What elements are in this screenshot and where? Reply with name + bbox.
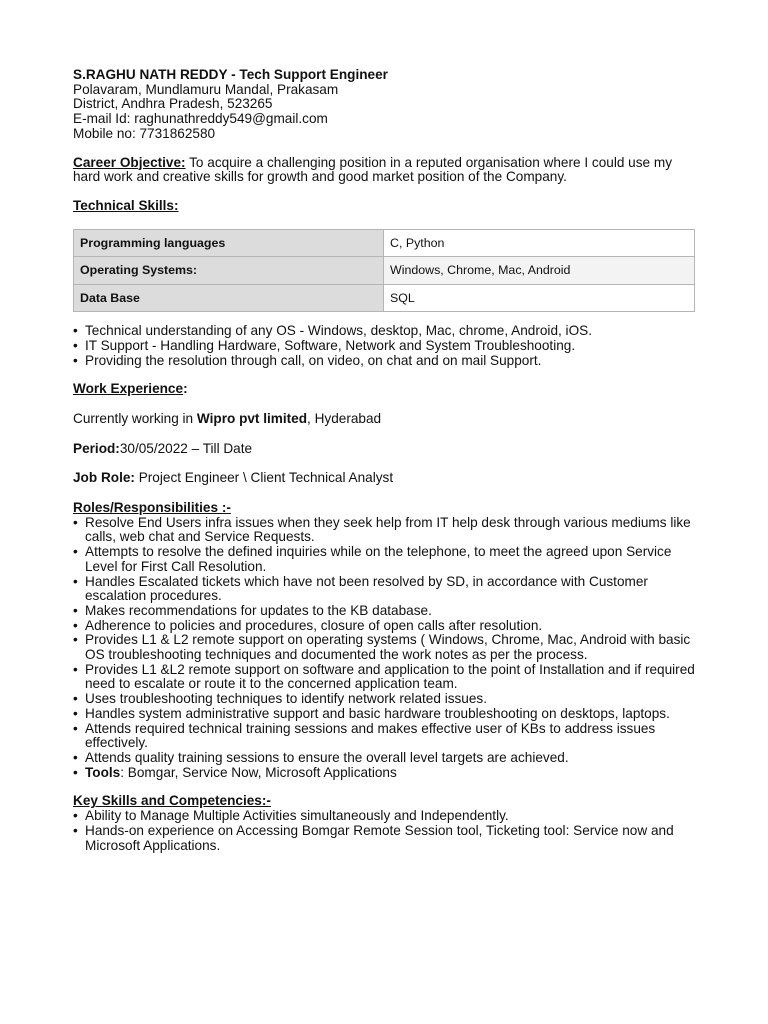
list-item: • Attends required technical training sessions and makes effective user of KBs to address issues effectively. — [73, 722, 698, 751]
list-item: • Provides L1 & L2 remote support on operating systems ( Windows, Chrome, Mac, Android with basic OS troubleshooting techniques and documented the work notes as per the process. — [73, 633, 698, 662]
list-item: • IT Support - Handling Hardware, Software, Network and System Troubleshooting. — [73, 339, 698, 354]
resume-page — [73, 68, 698, 853]
mobile-number: 7731862580 — [139, 125, 216, 141]
list-item: • Adherence to policies and procedures, closure of open calls after resolution. — [73, 619, 698, 634]
address-line-2: District, Andhra Pradesh, 523265 — [73, 96, 273, 112]
email-label: E-mail Id: — [73, 111, 135, 127]
table-row — [74, 229, 695, 257]
list-item: • Resolve End Users infra issues when they seek help from IT help desk through various mediums like calls, web chat and Service Requests. — [73, 516, 698, 545]
tools-item — [73, 766, 698, 781]
skill-value: C, Python — [384, 229, 695, 257]
skill-key: Operating Systems: — [74, 257, 384, 285]
key-skills-heading: Key Skills and Competencies:- — [73, 793, 271, 809]
list-item: • Ability to Manage Multiple Activities simultaneously and Independently. — [73, 809, 698, 824]
roles-list — [73, 516, 698, 781]
table-row — [74, 284, 695, 312]
career-objective-heading: Career Objective: — [73, 154, 186, 170]
skill-value: Windows, Chrome, Mac, Android — [384, 257, 695, 285]
table-row — [74, 257, 695, 285]
list-item: • Attempts to resolve the defined inquiries while on the telephone, to meet the agreed upon Service Level for First Call Resolution. — [73, 545, 698, 574]
list-item: • Providing the resolution through call, on video, on chat and on mail Support. — [73, 354, 698, 369]
header — [73, 68, 698, 142]
key-skills-list — [73, 809, 698, 853]
period-label: Period: — [73, 440, 120, 456]
company-name: Wipro pvt limited — [196, 410, 308, 426]
mobile-line — [73, 127, 698, 142]
list-item: • Technical understanding of any OS - Windows, desktop, Mac, chrome, Android, iOS. — [73, 324, 698, 339]
work-experience-colon: : — [183, 381, 188, 397]
job-role-value: Project Engineer \ Client Technical Analyst — [134, 470, 394, 486]
list-item: • Makes recommendations for updates to the KB database. — [73, 604, 698, 619]
list-item: • Handles Escalated tickets which have not been resolved by SD, in accordance with Customer escalation procedures. — [73, 575, 698, 604]
work-experience-heading-text: Work Experience — [73, 381, 184, 397]
address-line-1: Polavaram, Mundlamuru Mandal, Prakasam — [73, 81, 339, 97]
list-item: • Attends quality training sessions to ensure the overall level targets are achieved. — [73, 751, 698, 766]
tools-label: Tools — [85, 764, 121, 780]
company-location: , Hyderabad — [307, 410, 382, 426]
mobile-label: Mobile no: — [73, 125, 140, 141]
list-item: • Provides L1 &L2 remote support on software and application to the point of Installation and if required need to escalate or route it to the concerned application team. — [73, 663, 698, 692]
job-role-label: Job Role: — [73, 470, 135, 486]
period-value: 30/05/2022 – Till Date — [119, 440, 253, 456]
current-prefix: Currently working in — [73, 410, 197, 426]
job-role-line — [73, 471, 698, 486]
list-item: • Handles system administrative support and basic hardware troubleshooting on desktops, laptops. — [73, 707, 698, 722]
list-item: • Uses troubleshooting techniques to identify network related issues. — [73, 692, 698, 707]
skill-value: SQL — [384, 284, 695, 312]
tools-value: : Bomgar, Service Now, Microsoft Applications — [120, 764, 397, 780]
technical-skills-heading: Technical Skills: — [73, 197, 179, 213]
list-item: • Hands-on experience on Accessing Bomgar Remote Session tool, Ticketing tool: Service now and Microsoft Applications. — [73, 824, 698, 853]
period-line — [73, 442, 698, 457]
career-objective — [73, 156, 698, 185]
technical-skills-list — [73, 324, 698, 368]
skill-key: Data Base — [74, 284, 384, 312]
candidate-name-title: S.RAGHU NATH REDDY - Tech Support Engineer — [73, 67, 388, 82]
work-experience-heading — [73, 382, 698, 397]
current-employment — [73, 412, 698, 427]
roles-heading: Roles/Responsibilities :- — [73, 500, 231, 516]
technical-skills-table — [73, 229, 695, 313]
skill-key: Programming languages — [74, 229, 384, 257]
email-line — [73, 112, 698, 127]
career-objective-text: To acquire a challenging position in a reputed organisation where I could use my hard work and creative skills for growth and good market position of the Company. — [73, 154, 673, 185]
email-link[interactable]: raghunathreddy549@gmail.com — [134, 111, 328, 127]
